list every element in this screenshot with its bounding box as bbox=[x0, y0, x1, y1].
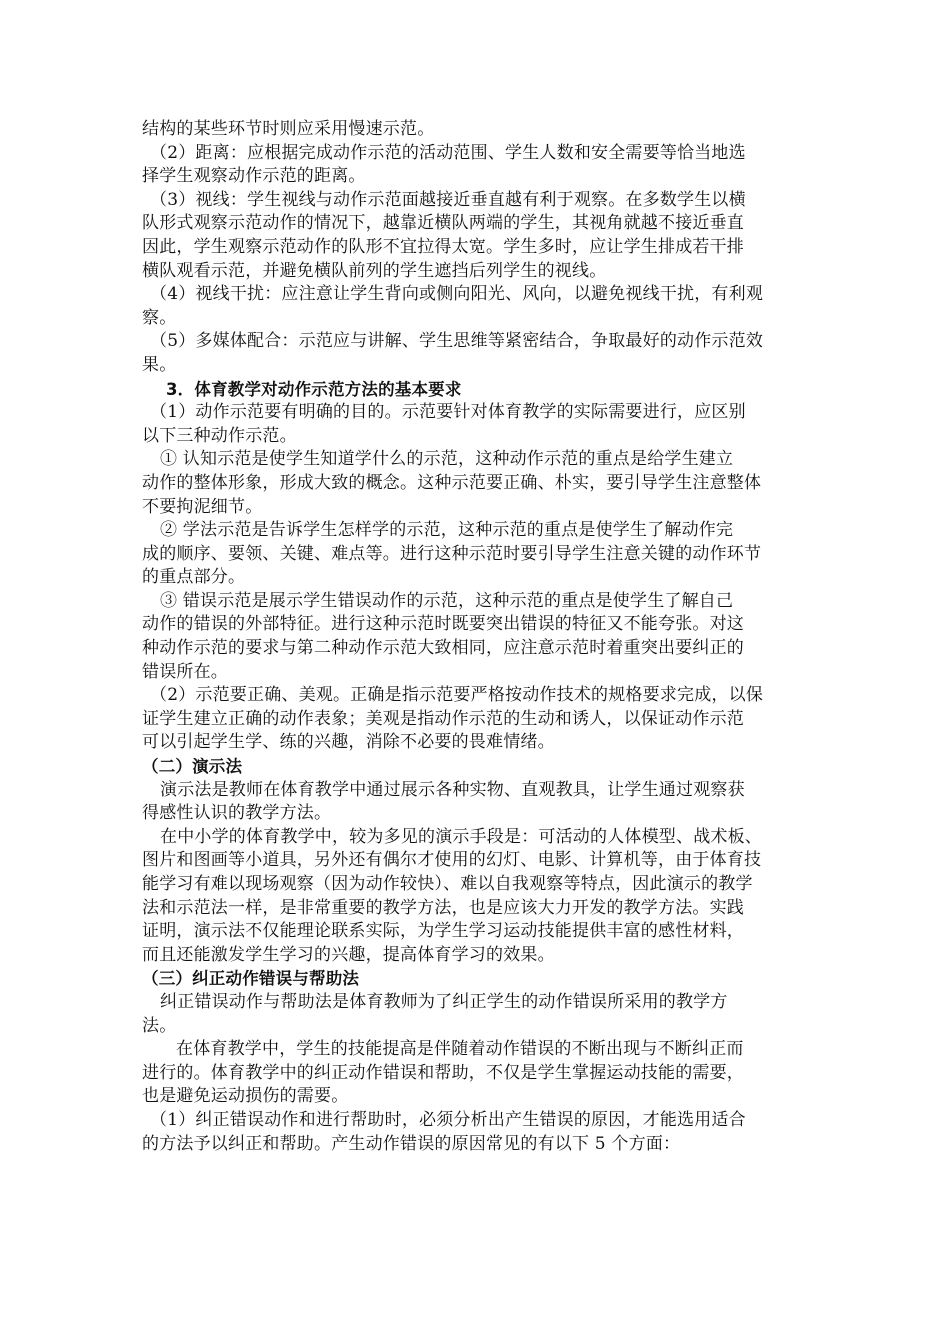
text-line: 动作的错误的外部特征。进行这种示范时既要突出错误的特征又不能夸张。对这 bbox=[142, 614, 744, 635]
text-line: 横队观看示范，并避免横队前列的学生遮挡后列学生的视线。 bbox=[142, 260, 607, 281]
text-line: 成的顺序、要领、关键、难点等。进行这种示范时要引导学生注意关键的动作环节 bbox=[142, 543, 762, 564]
text-line: 在体育教学中，学生的技能提高是伴随着动作错误的不断出现与不断纠正而 bbox=[176, 1039, 744, 1060]
text-line: 果。 bbox=[142, 354, 177, 375]
text-line: 得感性认识的教学方法。 bbox=[142, 803, 332, 824]
text-line: 队形式观察示范动作的情况下，越靠近横队两端的学生，其视角就越不接近垂直 bbox=[142, 213, 744, 234]
section-heading: （三）纠正动作错误与帮助法 bbox=[142, 969, 360, 989]
text-line: 进行的。体育教学中的纠正动作错误和帮助，不仅是学生掌握运动技能的需要， bbox=[142, 1062, 744, 1083]
text-line: 演示法是教师在体育教学中通过展示各种实物、直观教具，让学生通过观察获 bbox=[160, 779, 745, 800]
text-line: 法和示范法一样，是非常重要的教学方法，也是应该大力开发的教学方法。实践 bbox=[142, 897, 744, 918]
text-line: 法。 bbox=[142, 1015, 177, 1036]
text-line: （1）动作示范要有明确的目的。示范要针对体育教学的实际需要进行，应区别 bbox=[150, 402, 746, 423]
text-line: 而且还能激发学生学习的兴趣，提高体育学习的效果。 bbox=[142, 944, 555, 965]
text-line: 的重点部分。 bbox=[142, 567, 246, 588]
text-line: 种动作示范的要求与第二种动作示范大致相同，应注意示范时着重突出要纠正的 bbox=[142, 638, 744, 659]
text-line: 可以引起学生学、练的兴趣，消除不必要的畏难情绪。 bbox=[142, 732, 555, 753]
text-line: 动作的整体形象，形成大致的概念。这种示范要正确、朴实，要引导学生注意整体 bbox=[142, 472, 762, 493]
text-line: 不要拘泥细节。 bbox=[142, 496, 263, 517]
text-line: 错误所在。 bbox=[142, 661, 228, 682]
text-line: （1）纠正错误动作和进行帮助时，必须分析出产生错误的原因，才能选用适合 bbox=[150, 1109, 746, 1130]
text-line: 图片和图画等小道具，另外还有偶尔才使用的幻灯、电影、计算机等，由于体育技 bbox=[142, 850, 762, 871]
text-line: 以下三种动作示范。 bbox=[142, 425, 297, 446]
document-page bbox=[142, 118, 812, 1156]
text-line: （3）视线：学生视线与动作示范面越接近垂直越有利于观察。在多数学生以横 bbox=[150, 189, 746, 210]
section-heading: （二）演示法 bbox=[142, 757, 243, 777]
text-line: 察。 bbox=[142, 307, 177, 328]
text-line: 能学习有难以现场观察（因为动作较快）、难以自我观察等特点，因此演示的教学 bbox=[142, 874, 753, 894]
text-line: 因此，学生观察示范动作的队形不宜拉得太宽。学生多时，应让学生排成若干排 bbox=[142, 236, 744, 257]
text-line: 证学生建立正确的动作表象；美观是指动作示范的生动和诱人，以保证动作示范 bbox=[142, 708, 744, 729]
text-line: 择学生观察动作示范的距离。 bbox=[142, 166, 366, 187]
text-line: ② 学法示范是告诉学生怎样学的示范，这种示范的重点是使学生了解动作完 bbox=[160, 520, 734, 541]
text-line: （2）距离：应根据完成动作示范的活动范围、学生人数和安全需要等恰当地选 bbox=[150, 142, 746, 163]
text-line: ③ 错误示范是展示学生错误动作的示范，这种示范的重点是使学生了解自己 bbox=[160, 590, 734, 611]
text-line: （2）示范要正确、美观。正确是指示范要严格按动作技术的规格要求完成，以保 bbox=[150, 685, 764, 706]
text-line: 纠正错误动作与帮助法是体育教师为了纠正学生的动作错误所采用的教学方 bbox=[160, 991, 728, 1012]
text-line: ① 认知示范是使学生知道学什么的示范，这种动作示范的重点是给学生建立 bbox=[160, 449, 734, 470]
text-line: （4）视线干扰：应注意让学生背向或侧向阳光、风向，以避免视线干扰，有利观 bbox=[150, 284, 764, 305]
text-line: 结构的某些环节时则应采用慢速示范。 bbox=[142, 119, 435, 139]
text-line: 在中小学的体育教学中，较为多见的演示手段是：可活动的人体模型、战术板、 bbox=[160, 826, 762, 847]
text-line: 的方法予以纠正和帮助。产生动作错误的原因常见的有以下 5 个方面： bbox=[142, 1133, 681, 1154]
text-line: （5）多媒体配合：示范应与讲解、学生思维等紧密结合，争取最好的动作示范效 bbox=[150, 331, 764, 352]
text-line: 证明，演示法不仅能理论联系实际，为学生学习运动技能提供丰富的感性材料， bbox=[142, 921, 744, 942]
section-heading: 3．体育教学对动作示范方法的基本要求 bbox=[166, 379, 462, 399]
text-line: 也是避免运动损伤的需要。 bbox=[142, 1086, 349, 1107]
